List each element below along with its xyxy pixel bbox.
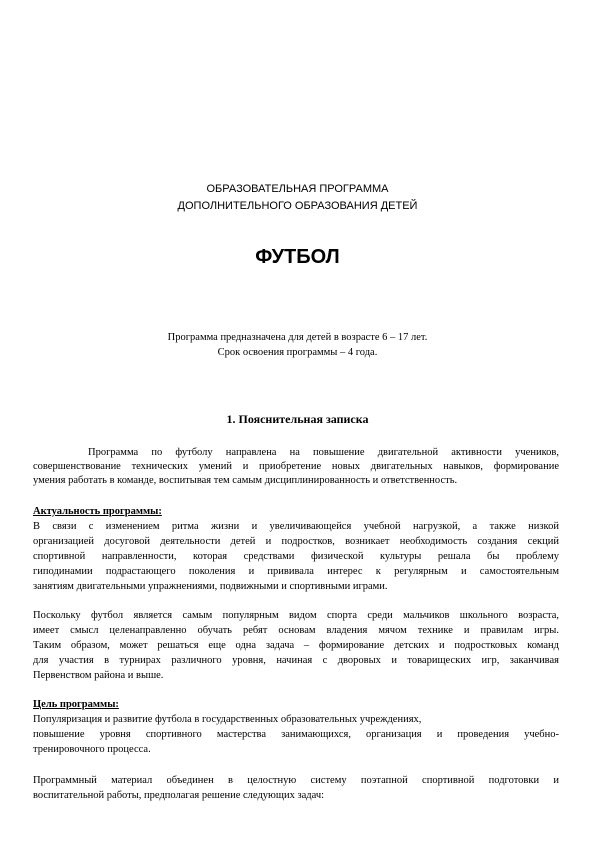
- paragraph2-line: имеет смысл целенаправленно обучать ребят основам владения мячом технике и правилам игры.: [33, 625, 559, 636]
- relevance-line: организацией досуговой деятельности детей и подростков, возникает необходимость создания секций: [33, 536, 559, 547]
- paragraph2-line: для участия в турнирах различного уровня, начиная с дворовых и товарищеских игр, заканчивая: [33, 655, 559, 666]
- relevance-label: Актуальность программы:: [33, 506, 162, 517]
- header-line-2: ДОПОЛНИТЕЛЬНОГО ОБРАЗОВАНИЯ ДЕТЕЙ: [177, 200, 418, 212]
- relevance-line: В связи с изменением ритма жизни и увеличивающейся учебной нагрузкой, а также низкой: [33, 521, 559, 532]
- paragraph1-line: совершенствование технических умений и приобретение новых двигательных навыков, формирование: [33, 461, 559, 472]
- document-title: ФУТБОЛ: [255, 246, 340, 268]
- paragraph1-line: Программа по футболу направлена на повышение двигательной активности учеников,: [88, 447, 559, 458]
- relevance-line: гиподинамии подрастающего поколения и прививала интерес к регулярным и самостоятельным: [33, 566, 559, 577]
- goal-line: Популяризация и развитие футбола в государственных образовательных учреждениях,: [33, 714, 422, 725]
- goal-label: Цель программы:: [33, 699, 119, 710]
- paragraph2-line: Первенством района и выше.: [33, 670, 164, 681]
- paragraph1-line: умения работать в команде, воспитывая тем самым дисциплинированность и ответственность.: [33, 475, 458, 486]
- goal-line: повышение уровня спортивного мастерства занимающихся, организация и проведения учебно-: [33, 729, 559, 740]
- header-line-1: ОБРАЗОВАТЕЛЬНАЯ ПРОГРАММА: [206, 183, 389, 195]
- intro-line-2: Срок освоения программы – 4 года.: [217, 347, 378, 358]
- paragraph2-line: Таким образом, может решаться еще одна задача – формирование детских и подростковых команд: [33, 640, 559, 651]
- paragraph3-line: воспитательной работы, предполагая решение следующих задач:: [33, 790, 325, 801]
- goal-line: тренировочного процесса.: [33, 744, 151, 755]
- section-title: 1. Пояснительная записка: [226, 412, 369, 426]
- relevance-line: занятиям двигательными упражнениями, подвижными и спортивными играми.: [33, 581, 388, 592]
- paragraph2-line: Поскольку футбол является самым популярным видом спорта среди мальчиков школьного возраста,: [33, 610, 559, 621]
- paragraph3-line: Программный материал объединен в целостную систему поэтапной спортивной подготовки и: [33, 775, 559, 786]
- intro-line-1: Программа предназначена для детей в возрасте 6 – 17 лет.: [167, 332, 428, 343]
- relevance-line: спортивной направленности, которая средствами физической культуры решала бы проблему: [33, 551, 559, 562]
